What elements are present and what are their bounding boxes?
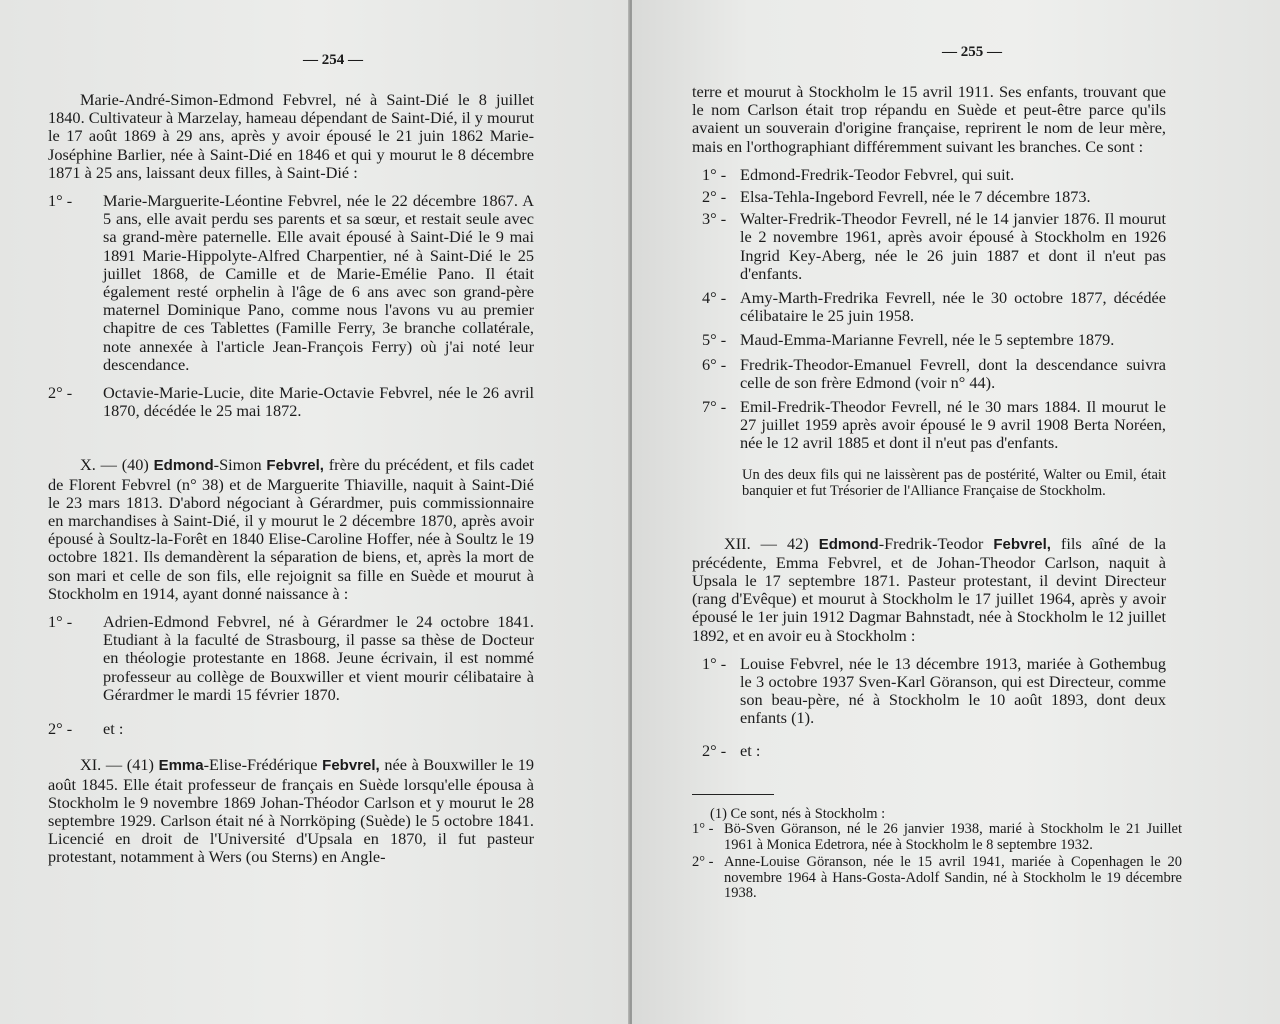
page-number: — 254 — <box>303 52 363 68</box>
continued-paragraph: terre et mourut à Stockholm le 15 avril 1911. Ses enfants, trouvant que le nom Carlson était trop répandu en Suède et peut-être parce qu'ils avaient un souverain d'origine française, reprirent le nom de leur mère, mais en l'orthographiant différemment suivant les branches. Ce sont : <box>692 82 1166 156</box>
item-number: 6° - <box>702 354 727 374</box>
section-x <box>48 456 534 603</box>
item-text: et : <box>103 719 124 739</box>
section-text: fils aîné de la précédente, Emma Febvrel, et de Johan-Theodor Carlson, naquit à Upsala le 17 septembre 1871. Pasteur protestant, il devint Directeur (rang d'Evêque) et mourut à Stockholm le 17 juillet 1964, après y avoir épousé le 1er juin 1912 Dagmar Bahnstadt, née à Stockholm le 12 juillet 1892, et en avoir eu à Stockholm : <box>692 533 1166 645</box>
list-item <box>48 720 534 738</box>
item-number: 7° - <box>702 397 727 417</box>
section-heading: XI. — (41) <box>80 755 154 775</box>
section-xi <box>48 756 534 866</box>
person-name: Edmond <box>818 535 879 553</box>
page-number: — 255 — <box>942 44 1002 60</box>
name-middle: -Elise-Frédérique <box>203 755 318 775</box>
item-text: Maud-Emma-Marianne Fevrell, née le 5 septembre 1879. <box>740 330 1115 350</box>
footnote-heading: (1) Ce sont, nés à Stockholm : <box>710 805 886 822</box>
item-number: 2° - <box>48 719 73 739</box>
section-heading: X. — (40) <box>80 455 149 475</box>
item-text: Amy-Marth-Fredrika Fevrell, née le 30 octobre 1877, décédée célibataire le 25 juin 1958. <box>740 288 1166 326</box>
item-number: 5° - <box>702 330 727 350</box>
list-item <box>692 188 1166 206</box>
item-number: 1° - <box>48 191 73 211</box>
footnote-item <box>692 855 1182 902</box>
list-item <box>692 210 1166 283</box>
item-text: Octavie-Marie-Lucie, dite Marie-Octavie Febvrel, née le 26 avril 1870, décédée le 25 mai 1872. <box>103 383 534 421</box>
item-number: 1° - <box>48 612 73 632</box>
left-page <box>0 0 632 1024</box>
name-middle: -Simon <box>213 455 262 475</box>
item-text: Adrien-Edmond Febvrel, né à Gérardmer le 24 octobre 1841. Etudiant à la faculté de Strasbourg, il passe sa thèse de Docteur en théologie protestante en 1868. Jeune écrivain, il est nommé professeur au collège de Bouxwiller et vient mourir célibataire à Gérardmer le mardi 15 février 1870. <box>103 612 534 704</box>
list-item <box>692 166 1166 184</box>
footnote-item <box>692 822 1182 853</box>
item-text: Bö-Sven Göranson, né le 26 janvier 1938, marié à Stockholm le 21 Juillet 1961 à Monica Edetrora, née à Stockholm le 8 septembre 1932. <box>724 821 1182 853</box>
item-number: 2° - <box>702 740 727 760</box>
footnotes <box>692 807 1182 902</box>
item-text: Emil-Fredrik-Theodor Fevrell, né le 30 mars 1884. Il mourut le 27 juillet 1959 après avoir épousé le 9 avril 1908 Berta Noréen, née le 12 avril 1885 et dont il n'eut pas d'enfants. <box>740 397 1166 453</box>
list-item <box>692 655 1166 728</box>
list-item <box>48 192 534 374</box>
item-number: 2° - <box>48 383 73 403</box>
item-text: Walter-Fredrik-Theodor Fevrell, né le 14 janvier 1876. Il mourut le 2 novembre 1961, après avoir épousé à Stockholm en 1926 Ingrid Key-Aberg, née le 26 juin 1887 et dont il n'eut pas d'enfants. <box>740 209 1166 283</box>
item-text: Fredrik-Theodor-Emanuel Fevrell, dont la descendance suivra celle de son frère Edmond (voir n° 44). <box>740 354 1166 392</box>
list-item <box>48 384 534 420</box>
section-xii <box>692 535 1166 645</box>
list-item <box>692 331 1166 349</box>
intro-paragraph: Marie-André-Simon-Edmond Febvrel, né à Saint-Dié le 8 juillet 1840. Cultivateur à Marzelay, hameau dépendant de Saint-Dié, il y mourut le 17 août 1869 à 29 ans, après y avoir épousé le 21 juin 1862 Marie-Joséphine Barlier, née à Saint-Dié en 1846 et qui y mourut le 8 décembre 1871 à 25 ans, laissant deux filles, à Saint-Dié : <box>48 90 534 182</box>
section-text: née à Bouxwiller le 19 août 1845. Elle était professeur de français en Suède lorsqu'elle épousa à Stockholm le 9 novembre 1869 Johan-Théodor Carlson et y mourut le 28 septembre 1929. Carlson était né à Norrköping (Suède) le 5 octobre 1841. Licencié en droit de l'Université d'Upsala en 1870, il fut pasteur protestant, notamment à Wers (ou Sterns) en Angle- <box>48 755 534 867</box>
right-page <box>632 0 1280 1024</box>
person-surname: Febvrel, <box>322 757 380 775</box>
item-text: Edmond-Fredrik-Teodor Febvrel, qui suit. <box>740 164 1015 184</box>
list-item <box>692 356 1166 392</box>
note-paragraph: Un des deux fils qui ne laissèrent pas de postérité, Walter ou Emil, était banquier et fut Trésorier de l'Alliance Française de Stockholm. <box>742 466 1166 499</box>
person-surname: Febvrel, <box>993 535 1051 553</box>
person-name: Emma <box>158 757 204 775</box>
item-number: 1° - <box>702 164 727 184</box>
list-item <box>692 289 1166 325</box>
item-number: 2° - <box>702 187 727 207</box>
section-heading: XII. — 42) <box>724 533 809 553</box>
item-text: Louise Febvrel, née le 13 décembre 1913, mariée à Gothembug le 3 octobre 1937 Sven-Karl Göranson, qui est Directeur, comme son beau-père, né à Stockholm le 10 août 1893, dont deux enfants (1). <box>740 653 1166 728</box>
list-item <box>48 613 534 704</box>
item-text: Marie-Marguerite-Léontine Febvrel, née le 22 décembre 1867. A 5 ans, elle avait perdu ses parents et sa sœur, et restait seule avec sa grand-mère paternelle. Elle avait épousé à Saint-Dié le 9 mai 1891 Marie-Hippolyte-Alfred Charpentier, né à Saint-Dié le 25 juillet 1868, de Camille et de Marie-Emélie Pano. Il était également resté orphelin à l'âge de 6 ans avec son grand-père maternel Dominique Pano, comme nous l'avons vu au premier chapitre de ces Tablettes (Famille Ferry, 3e branche collatérale, note annexée à l'article Jean-François Ferry) où j'ai noté leur descendance. <box>103 191 534 374</box>
item-text: Elsa-Tehla-Ingebord Fevrell, née le 7 décembre 1873. <box>740 187 1091 207</box>
item-number: 1° - <box>702 653 727 673</box>
person-surname: Febvrel, <box>266 457 324 475</box>
item-number: 2° - <box>692 854 714 871</box>
item-number: 4° - <box>702 288 727 308</box>
item-text: et : <box>740 740 761 760</box>
name-middle: -Fredrik-Teodor <box>878 533 984 553</box>
person-name: Edmond <box>153 457 214 475</box>
item-number: 3° - <box>702 209 727 229</box>
list-item <box>692 398 1166 453</box>
footnote-divider <box>692 794 774 795</box>
item-number: 1° - <box>692 821 714 838</box>
list-item <box>692 742 1166 760</box>
section-text: frère du précédent, et fils cadet de Florent Febvrel (n° 38) et de Marguerite Thiaville, naquit à Saint-Dié le 23 mars 1813. D'abord négociant à Gérardmer, puis commissionnaire en marchandises à Saint-Dié, il y mourut le 2 décembre 1870, après avoir épousé à Soultz-la-Forêt en 1840 Elise-Caroline Hoffer, née à Soultz le 19 octobre 1821. Ils demandèrent la séparation de biens, et, après la mort de son mari et celle de son fils, elle rejoignit sa fille en Suède et mourut à Stockholm en 1914, ayant donné naissance à : <box>48 455 535 603</box>
item-text: Anne-Louise Göranson, née le 15 avril 1941, mariée à Copenhagen le 20 novembre 1964 à Hans-Gosta-Adolf Sandin, né à Stockholm le 19 décembre 1938. <box>724 854 1182 902</box>
